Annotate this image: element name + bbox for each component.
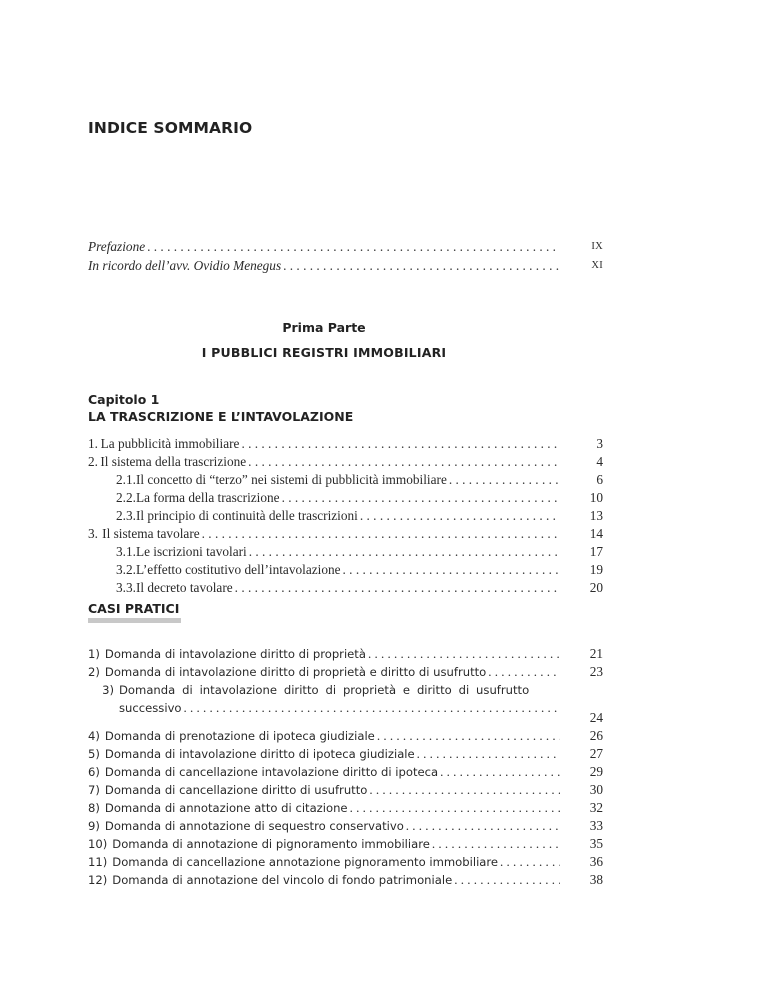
leader-dots <box>447 471 560 489</box>
caso-number: 9) <box>88 819 100 833</box>
section-number: 3. <box>88 526 98 541</box>
section-text: La pubblicità immobiliare <box>100 436 240 451</box>
caso-item <box>88 799 560 817</box>
leader-dots <box>145 238 560 256</box>
caso-page: 33 <box>589 818 603 833</box>
leader-dots <box>247 543 560 561</box>
caso-item <box>88 835 560 853</box>
caso-number: 6) <box>88 765 100 779</box>
section-page: 4 <box>596 454 603 469</box>
caso-item <box>88 817 560 835</box>
leader-dots <box>280 489 560 507</box>
toc-entry-in-ricordo <box>88 257 560 275</box>
toc-entry-text: Prefazione <box>88 239 146 254</box>
section-page: 20 <box>589 580 603 595</box>
section-page: 6 <box>596 472 603 487</box>
leader-dots <box>430 835 560 853</box>
section-number: 3.2. <box>116 562 136 577</box>
leader-dots <box>404 817 560 835</box>
leader-dots <box>415 745 560 763</box>
section-text: Il concetto di “terzo” nei sistemi di pubblicità immobiliare <box>135 472 447 487</box>
section-text: Il principio di continuità delle trascrizioni <box>135 508 358 523</box>
caso-text: Domanda di annotazione atto di citazione <box>104 801 348 815</box>
section-page: 14 <box>589 526 603 541</box>
toc-section <box>88 453 560 471</box>
toc-section <box>88 435 560 453</box>
leader-dots <box>246 453 560 471</box>
toc-section <box>116 543 560 561</box>
chapter-label: Capitolo 1 <box>88 392 160 407</box>
caso-page: 23 <box>589 664 603 679</box>
section-number: 2.1. <box>116 472 136 487</box>
section-number: 2. <box>88 454 98 469</box>
section-text: Le iscrizioni tavolari <box>135 544 247 559</box>
section-number: 2.3. <box>116 508 136 523</box>
section-page: 17 <box>589 544 603 559</box>
caso-page: 27 <box>589 746 603 761</box>
leader-dots <box>486 663 560 681</box>
leader-dots <box>348 799 560 817</box>
casi-pratici-title: CASI PRATICI <box>88 601 180 616</box>
caso-text: Domanda di annotazione del vincolo di fondo patrimoniale <box>112 873 453 887</box>
caso-page: 26 <box>589 728 603 743</box>
toc-section <box>116 579 560 597</box>
part-label: Prima Parte <box>282 320 366 335</box>
section-number: 3.3. <box>116 580 136 595</box>
section-page: 10 <box>589 490 603 505</box>
caso-item <box>88 871 560 889</box>
caso-number: 4) <box>88 729 100 743</box>
leader-dots <box>341 561 560 579</box>
caso-text: Domanda di prenotazione di ipoteca giudiziale <box>104 729 375 743</box>
leader-dots <box>452 871 560 889</box>
chapter-title: LA TRASCRIZIONE E L’INTAVOLAZIONE <box>88 409 354 424</box>
page-title: INDICE SOMMARIO <box>88 119 253 137</box>
caso-text: Domanda di cancellazione annotazione pignoramento immobiliare <box>112 855 499 869</box>
caso-item-continuation <box>119 699 560 717</box>
section-text: Il decreto tavolare <box>135 580 233 595</box>
section-page: 3 <box>596 436 603 451</box>
leader-dots <box>498 853 560 871</box>
caso-text: Domanda di intavolazione diritto di proprietà <box>104 647 366 661</box>
caso-page: 21 <box>589 646 603 661</box>
section-text: Il sistema tavolare <box>102 526 200 541</box>
leader-dots <box>367 781 560 799</box>
caso-number: 2) <box>88 665 100 679</box>
part-title: I PUBBLICI REGISTRI IMMOBILIARI <box>201 345 447 360</box>
toc-section <box>116 471 560 489</box>
caso-text: Domanda di intavolazione diritto di proprietà e diritto di usufrutto <box>104 665 487 679</box>
caso-page: 24 <box>589 710 603 725</box>
leader-dots <box>281 257 560 275</box>
caso-text: Domanda di intavolazione diritto di proprietà e diritto di usufrutto <box>119 683 530 697</box>
caso-page: 29 <box>589 764 603 779</box>
section-text: La forma della trascrizione <box>135 490 280 505</box>
casi-pratici-underline <box>88 618 181 623</box>
toc-section <box>116 507 560 525</box>
caso-item <box>88 763 560 781</box>
caso-item <box>88 645 560 663</box>
caso-page: 32 <box>589 800 603 815</box>
caso-item <box>88 781 560 799</box>
caso-page: 38 <box>589 872 603 887</box>
leader-dots <box>358 507 560 525</box>
section-text: Il sistema della trascrizione <box>100 454 247 469</box>
caso-number: 7) <box>88 783 100 797</box>
caso-item-first-line <box>88 681 560 699</box>
section-number: 3.1. <box>116 544 136 559</box>
section-number: 2.2. <box>116 490 136 505</box>
caso-text-continuation: successivo <box>119 701 182 715</box>
toc-entry-text: In ricordo dell’avv. Ovidio Menegus <box>88 258 282 273</box>
caso-text: Domanda di annotazione di sequestro conservativo <box>104 819 404 833</box>
toc-section <box>88 525 560 543</box>
leader-dots <box>233 579 560 597</box>
caso-page: 30 <box>589 782 603 797</box>
caso-item <box>88 663 560 681</box>
section-page: 19 <box>589 562 603 577</box>
caso-text: Domanda di cancellazione diritto di usufrutto <box>104 783 368 797</box>
toc-entry-page: XI <box>591 260 603 271</box>
leader-dots <box>366 645 560 663</box>
toc-entry-page: IX <box>591 241 603 252</box>
leader-dots <box>239 435 560 453</box>
caso-text: Domanda di intavolazione diritto di ipoteca giudiziale <box>104 747 415 761</box>
caso-number: 3) <box>102 683 114 697</box>
leader-dots <box>438 763 560 781</box>
toc-entry-prefazione <box>88 238 560 256</box>
caso-page: 35 <box>589 836 603 851</box>
caso-item <box>88 745 560 763</box>
leader-dots <box>200 525 560 543</box>
leader-dots <box>182 699 560 717</box>
leader-dots <box>375 727 560 745</box>
caso-text: Domanda di annotazione di pignoramento immobiliare <box>112 837 430 851</box>
caso-number: 11) <box>88 855 108 869</box>
caso-text: Domanda di cancellazione intavolazione diritto di ipoteca <box>104 765 439 779</box>
caso-page: 36 <box>589 854 603 869</box>
caso-number: 12) <box>88 873 108 887</box>
caso-number: 10) <box>88 837 108 851</box>
caso-number: 8) <box>88 801 100 815</box>
section-page: 13 <box>589 508 603 523</box>
caso-number: 5) <box>88 747 100 761</box>
caso-number: 1) <box>88 647 100 661</box>
section-number: 1. <box>88 436 98 451</box>
caso-item <box>88 853 560 871</box>
toc-section <box>116 561 560 579</box>
section-text: L’effetto costitutivo dell’intavolazione <box>135 562 341 577</box>
caso-item <box>88 727 560 745</box>
toc-section <box>116 489 560 507</box>
